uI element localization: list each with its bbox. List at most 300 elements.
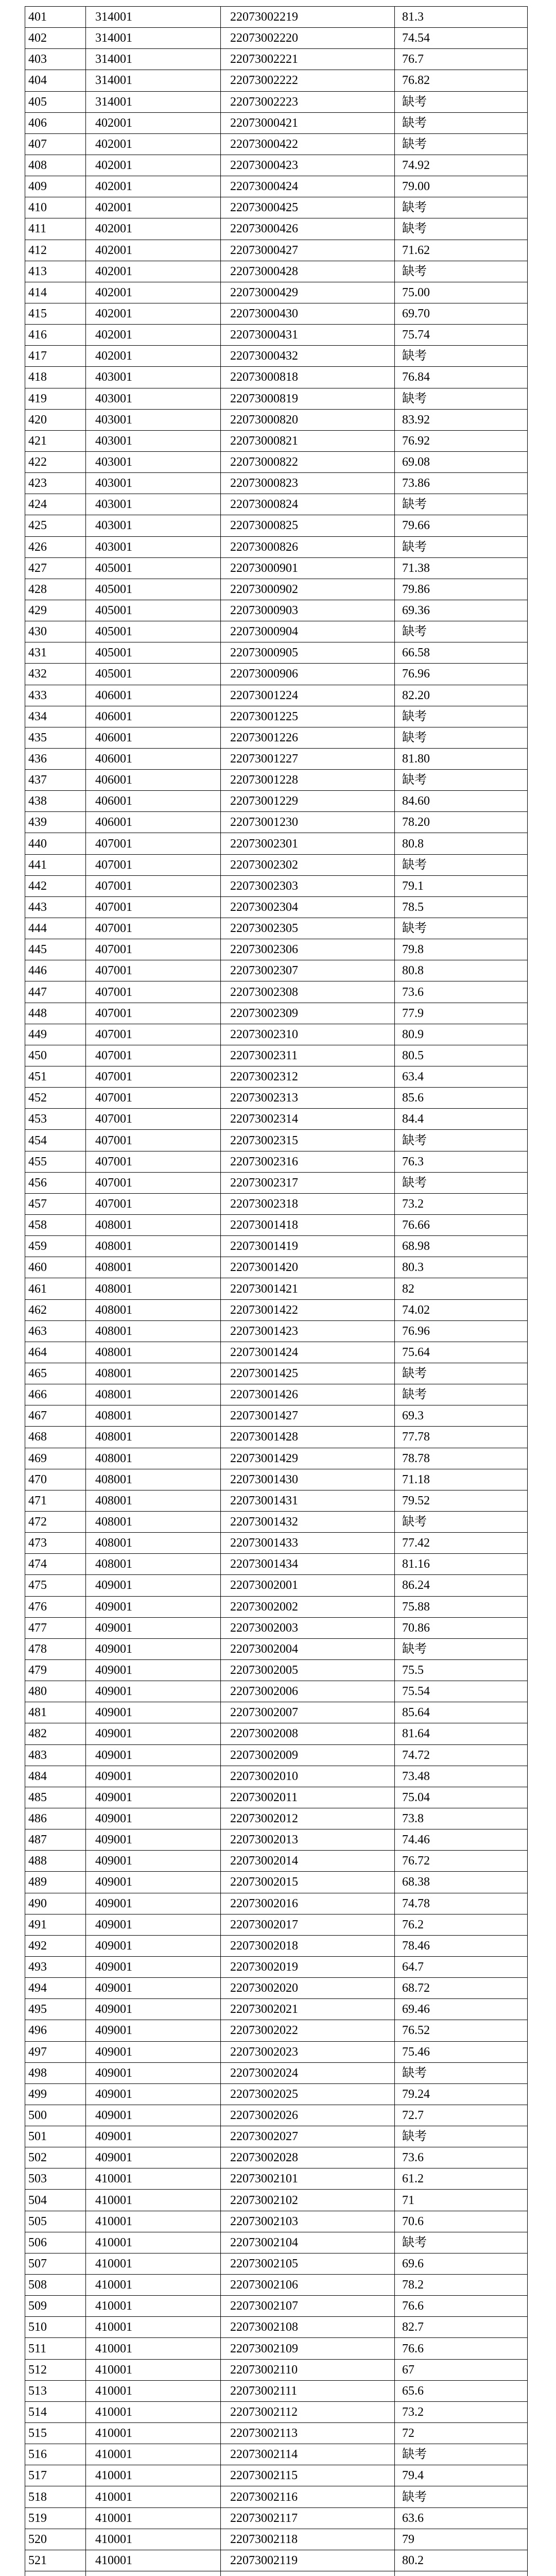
- exam-number-cell: 22073001427: [221, 1405, 395, 1427]
- position-code-cell: 410001: [86, 2444, 221, 2465]
- row-number-cell: 506: [25, 2232, 86, 2253]
- exam-number-cell: 22073002027: [221, 2126, 395, 2147]
- row-number-cell: 464: [25, 1342, 86, 1363]
- score-cell: 69.08: [395, 451, 528, 472]
- position-code-cell: 409001: [86, 1638, 221, 1659]
- table-row: [25, 2529, 528, 2550]
- row-number-cell: 487: [25, 1829, 86, 1851]
- position-code-cell: 403001: [86, 451, 221, 472]
- position-code-cell: 402001: [86, 133, 221, 155]
- position-code-cell: 409001: [86, 1893, 221, 1914]
- row-number-cell: 407: [25, 133, 86, 155]
- position-code-cell: 405001: [86, 557, 221, 579]
- position-code-cell: 409001: [86, 2083, 221, 2105]
- table-row: [25, 1575, 528, 1596]
- row-number-cell: 404: [25, 70, 86, 91]
- score-cell: 缺考: [395, 1511, 528, 1532]
- row-number-cell: 444: [25, 918, 86, 939]
- score-cell: 74.72: [395, 1744, 528, 1766]
- table-row: [25, 2359, 528, 2380]
- row-number-cell: 516: [25, 2444, 86, 2465]
- exam-number-cell: 22073002302: [221, 854, 395, 875]
- score-cell: 73.48: [395, 1766, 528, 1787]
- position-code-cell: 405001: [86, 621, 221, 642]
- score-cell: 73.86: [395, 473, 528, 494]
- position-code-cell: 409001: [86, 1914, 221, 1935]
- table-row: [25, 70, 528, 91]
- exam-number-cell: 22073002012: [221, 1808, 395, 1829]
- row-number-cell: 445: [25, 939, 86, 960]
- table-row: [25, 875, 528, 896]
- exam-number-cell: 22073002306: [221, 939, 395, 960]
- position-code-cell: 408001: [86, 1490, 221, 1511]
- table-row: [25, 282, 528, 303]
- score-cell: 缺考: [395, 346, 528, 367]
- table-row: [25, 1405, 528, 1427]
- score-cell: 缺考: [395, 727, 528, 748]
- table-row: [25, 642, 528, 664]
- exam-number-cell: 22073000426: [221, 218, 395, 240]
- row-number-cell: 419: [25, 388, 86, 409]
- table-row: [25, 367, 528, 388]
- row-number-cell: 428: [25, 579, 86, 600]
- position-code-cell: 409001: [86, 1659, 221, 1681]
- exam-number-cell: 22073000825: [221, 515, 395, 536]
- row-number-cell: 424: [25, 494, 86, 515]
- position-code-cell: 407001: [86, 981, 221, 1003]
- position-code-cell: 408001: [86, 1554, 221, 1575]
- position-code-cell: 407001: [86, 1024, 221, 1045]
- score-cell: 77.9: [395, 1003, 528, 1024]
- position-code-cell: 314001: [86, 49, 221, 70]
- exam-number-cell: 22073001228: [221, 770, 395, 791]
- row-number-cell: 484: [25, 1766, 86, 1787]
- position-code-cell: 409001: [86, 1723, 221, 1744]
- exam-number-cell: 22073000821: [221, 430, 395, 451]
- row-number-cell: 492: [25, 1935, 86, 1956]
- row-number-cell: 515: [25, 2423, 86, 2444]
- position-code-cell: 405001: [86, 664, 221, 685]
- table-row: [25, 1024, 528, 1045]
- score-cell: 75.74: [395, 325, 528, 346]
- score-cell: 84.60: [395, 791, 528, 812]
- exam-number-cell: 22073002108: [221, 2317, 395, 2338]
- score-cell: 80.5: [395, 1045, 528, 1066]
- table-row: [25, 2401, 528, 2422]
- table-row: [25, 939, 528, 960]
- row-number-cell: 510: [25, 2317, 86, 2338]
- score-cell: 79: [395, 2529, 528, 2550]
- table-row: [25, 579, 528, 600]
- score-cell: 84.4: [395, 1109, 528, 1130]
- exam-number-cell: 22073002016: [221, 1893, 395, 1914]
- exam-number-cell: 22073002317: [221, 1172, 395, 1193]
- score-cell: 82: [395, 1278, 528, 1299]
- exam-number-cell: 22073002008: [221, 1723, 395, 1744]
- score-cell: 61.2: [395, 2168, 528, 2190]
- exam-number-cell: 22073001421: [221, 1278, 395, 1299]
- row-number-cell: 456: [25, 1172, 86, 1193]
- position-code-cell: 406001: [86, 770, 221, 791]
- score-cell: 80.3: [395, 1257, 528, 1278]
- score-cell: 71: [395, 2190, 528, 2211]
- exam-number-cell: 22073002119: [221, 2550, 395, 2571]
- table-row: [25, 1744, 528, 1766]
- exam-number-cell: 22073002021: [221, 1999, 395, 2020]
- row-number-cell: 498: [25, 2062, 86, 2083]
- exam-number-cell: 22073002023: [221, 2041, 395, 2062]
- exam-number-cell: 22073000429: [221, 282, 395, 303]
- table-row: [25, 2486, 528, 2507]
- table-row: [25, 600, 528, 621]
- row-number-cell: 422: [25, 451, 86, 472]
- table-row: [25, 112, 528, 133]
- row-number-cell: 480: [25, 1681, 86, 1702]
- row-number-cell: 429: [25, 600, 86, 621]
- row-number-cell: 405: [25, 91, 86, 112]
- exam-number-cell: 22073000432: [221, 346, 395, 367]
- position-code-cell: 314001: [86, 7, 221, 28]
- row-number-cell: 507: [25, 2253, 86, 2274]
- row-number-cell: 509: [25, 2296, 86, 2317]
- score-cell: 76.2: [395, 1914, 528, 1935]
- exam-number-cell: 22073002110: [221, 2359, 395, 2380]
- row-number-cell: 514: [25, 2401, 86, 2422]
- score-cell: 75.46: [395, 2041, 528, 2062]
- position-code-cell: 409001: [86, 1851, 221, 1872]
- row-number-cell: 441: [25, 854, 86, 875]
- position-code-cell: 408001: [86, 1215, 221, 1236]
- position-code-cell: 407001: [86, 939, 221, 960]
- exam-number-cell: 22073001426: [221, 1384, 395, 1405]
- table-row: [25, 1151, 528, 1172]
- score-cell: 74.46: [395, 1829, 528, 1851]
- position-code-cell: 402001: [86, 346, 221, 367]
- score-cell: 82.20: [395, 685, 528, 706]
- table-row: [25, 1978, 528, 1999]
- table-row: [25, 664, 528, 685]
- position-code-cell: 405001: [86, 600, 221, 621]
- row-number-cell: 504: [25, 2190, 86, 2211]
- position-code-cell: 406001: [86, 685, 221, 706]
- exam-number-cell: 22073000818: [221, 367, 395, 388]
- position-code-cell: 409001: [86, 2126, 221, 2147]
- row-number-cell: 494: [25, 1978, 86, 1999]
- exam-number-cell: 22073002019: [221, 1956, 395, 1977]
- exam-number-cell: 22073002022: [221, 2020, 395, 2041]
- row-number-cell: 450: [25, 1045, 86, 1066]
- row-number-cell: 511: [25, 2338, 86, 2359]
- row-number-cell: 466: [25, 1384, 86, 1405]
- table-row: [25, 1851, 528, 1872]
- position-code-cell: 410001: [86, 2380, 221, 2401]
- position-code-cell: 410001: [86, 2296, 221, 2317]
- score-cell: 72.7: [395, 2105, 528, 2126]
- table-row: [25, 706, 528, 727]
- exam-number-cell: 22073002309: [221, 1003, 395, 1024]
- table-row: [25, 1638, 528, 1659]
- row-number-cell: 485: [25, 1787, 86, 1808]
- row-number-cell: 443: [25, 896, 86, 918]
- position-code-cell: 410001: [86, 2550, 221, 2571]
- position-code-cell: 409001: [86, 2105, 221, 2126]
- position-code-cell: 407001: [86, 1130, 221, 1151]
- row-number-cell: 416: [25, 325, 86, 346]
- score-cell: 缺考: [395, 770, 528, 791]
- table-row: [25, 2507, 528, 2529]
- score-cell: 72: [395, 2423, 528, 2444]
- row-number-cell: 414: [25, 282, 86, 303]
- score-cell: 缺考: [395, 536, 528, 557]
- position-code-cell: 409001: [86, 2062, 221, 2083]
- score-table-body: [25, 7, 528, 2576]
- score-cell: 缺考: [395, 133, 528, 155]
- position-code-cell: 409001: [86, 1999, 221, 2020]
- exam-number-cell: 22073001420: [221, 1257, 395, 1278]
- score-cell: 75.54: [395, 1681, 528, 1702]
- row-number-cell: 475: [25, 1575, 86, 1596]
- exam-number-cell: 22073001432: [221, 1511, 395, 1532]
- score-cell: 66.58: [395, 642, 528, 664]
- row-number-cell: 468: [25, 1427, 86, 1448]
- score-cell: 78.78: [395, 1448, 528, 1469]
- row-number-cell: 411: [25, 218, 86, 240]
- exam-number-cell: 22073001434: [221, 1554, 395, 1575]
- table-row: [25, 2105, 528, 2126]
- exam-number-cell: 22073001425: [221, 1363, 395, 1384]
- score-cell: 82.7: [395, 2317, 528, 2338]
- score-cell: 79.8: [395, 939, 528, 960]
- score-cell: 79.00: [395, 176, 528, 197]
- table-row: [25, 2126, 528, 2147]
- table-row: [25, 791, 528, 812]
- exam-number-cell: 22073000425: [221, 197, 395, 218]
- score-cell: 缺考: [395, 854, 528, 875]
- exam-number-cell: 22073002221: [221, 49, 395, 70]
- row-number-cell: 508: [25, 2275, 86, 2296]
- table-row: [25, 2444, 528, 2465]
- score-cell: 73.2: [395, 2401, 528, 2422]
- position-code-cell: 402001: [86, 197, 221, 218]
- table-row: [25, 1215, 528, 1236]
- position-code-cell: 410001: [86, 2232, 221, 2253]
- row-number-cell: 519: [25, 2507, 86, 2529]
- table-row: [25, 1893, 528, 1914]
- row-number-cell: 439: [25, 812, 86, 833]
- table-row: [25, 536, 528, 557]
- row-number-cell: 426: [25, 536, 86, 557]
- position-code-cell: 408001: [86, 1469, 221, 1490]
- exam-number-cell: 22073002011: [221, 1787, 395, 1808]
- exam-number-cell: 22073001227: [221, 748, 395, 769]
- row-number-cell: 520: [25, 2529, 86, 2550]
- row-number-cell: 483: [25, 1744, 86, 1766]
- row-number-cell: 431: [25, 642, 86, 664]
- row-number-cell: 459: [25, 1236, 86, 1257]
- position-code-cell: 407001: [86, 960, 221, 981]
- row-number-cell: 495: [25, 1999, 86, 2020]
- table-row: [25, 261, 528, 282]
- exam-number-cell: 22073002109: [221, 2338, 395, 2359]
- exam-number-cell: 22073002005: [221, 1659, 395, 1681]
- table-row: [25, 1935, 528, 1956]
- score-cell: 缺考: [395, 2232, 528, 2253]
- row-number-cell: 440: [25, 833, 86, 854]
- exam-number-cell: 22073001229: [221, 791, 395, 812]
- position-code-cell: 402001: [86, 176, 221, 197]
- position-code-cell: 410001: [86, 2529, 221, 2550]
- score-cell: 缺考: [395, 1638, 528, 1659]
- table-row: [25, 303, 528, 324]
- score-sheet: [25, 6, 527, 2576]
- exam-number-cell: 22073001422: [221, 1299, 395, 1320]
- table-row: [25, 1066, 528, 1088]
- row-number-cell: 478: [25, 1638, 86, 1659]
- position-code-cell: 402001: [86, 218, 221, 240]
- table-row: [25, 1956, 528, 1977]
- table-row: [25, 388, 528, 409]
- exam-number-cell: 22073002106: [221, 2275, 395, 2296]
- exam-number-cell: 22073001430: [221, 1469, 395, 1490]
- score-cell: 75.04: [395, 1787, 528, 1808]
- score-cell: 63.4: [395, 1066, 528, 1088]
- row-number-cell: 465: [25, 1363, 86, 1384]
- position-code-cell: 410001: [86, 2190, 221, 2211]
- score-cell: 缺考: [395, 2126, 528, 2147]
- score-cell: 76.6: [395, 2338, 528, 2359]
- table-row: [25, 1320, 528, 1342]
- row-number-cell: 496: [25, 2020, 86, 2041]
- exam-number-cell: 22073002316: [221, 1151, 395, 1172]
- row-number-cell: 447: [25, 981, 86, 1003]
- score-cell: 缺考: [395, 2062, 528, 2083]
- exam-number-cell: 22073002115: [221, 2465, 395, 2486]
- table-row: [25, 854, 528, 875]
- table-row: [25, 176, 528, 197]
- exam-number-cell: 22073002006: [221, 1681, 395, 1702]
- row-number-cell: 430: [25, 621, 86, 642]
- score-cell: 71.38: [395, 557, 528, 579]
- table-row: [25, 748, 528, 769]
- table-row: [25, 1872, 528, 1893]
- score-cell: 缺考: [395, 706, 528, 727]
- row-number-cell: 471: [25, 1490, 86, 1511]
- row-number-cell: 477: [25, 1617, 86, 1638]
- row-number-cell: 448: [25, 1003, 86, 1024]
- table-row: [25, 1109, 528, 1130]
- row-number-cell: 417: [25, 346, 86, 367]
- position-code-cell: 409001: [86, 1766, 221, 1787]
- position-code-cell: 408001: [86, 1320, 221, 1342]
- row-number-cell: 521: [25, 2550, 86, 2571]
- table-row: [25, 1257, 528, 1278]
- exam-number-cell: 22073002220: [221, 28, 395, 49]
- score-cell: 缺考: [395, 261, 528, 282]
- row-number-cell: 420: [25, 409, 86, 430]
- exam-number-cell: 22073001418: [221, 1215, 395, 1236]
- table-row: [25, 1999, 528, 2020]
- exam-number-cell: 22073000819: [221, 388, 395, 409]
- score-cell: 79.4: [395, 2465, 528, 2486]
- score-cell: 75.88: [395, 1596, 528, 1617]
- score-cell: 81.16: [395, 1554, 528, 1575]
- position-code-cell: 410001: [86, 2486, 221, 2507]
- position-code-cell: 408001: [86, 1427, 221, 1448]
- score-cell: 75.00: [395, 282, 528, 303]
- score-cell: 75.64: [395, 1342, 528, 1363]
- table-row: [25, 155, 528, 176]
- row-number-cell: 479: [25, 1659, 86, 1681]
- table-row: [25, 49, 528, 70]
- table-row: [25, 409, 528, 430]
- row-number-cell: 413: [25, 261, 86, 282]
- row-number-cell: 452: [25, 1088, 86, 1109]
- position-code-cell: 408001: [86, 1299, 221, 1320]
- position-code-cell: 314001: [86, 70, 221, 91]
- score-cell: 78.5: [395, 896, 528, 918]
- position-code-cell: 407001: [86, 1045, 221, 1066]
- table-row: [25, 1681, 528, 1702]
- table-row: [25, 2147, 528, 2168]
- score-cell: 81.64: [395, 1723, 528, 1744]
- score-cell: 73.6: [395, 981, 528, 1003]
- row-number-cell: 476: [25, 1596, 86, 1617]
- row-number-cell: 401: [25, 7, 86, 28]
- position-code-cell: 405001: [86, 642, 221, 664]
- position-code-cell: 406001: [86, 812, 221, 833]
- table-row: [25, 218, 528, 240]
- row-number-cell: 467: [25, 1405, 86, 1427]
- score-cell: 76.96: [395, 664, 528, 685]
- table-row: [25, 770, 528, 791]
- row-number-cell: 454: [25, 1130, 86, 1151]
- score-cell: 73.2: [395, 1193, 528, 1214]
- score-cell: 80.8: [395, 960, 528, 981]
- row-number-cell: 472: [25, 1511, 86, 1532]
- row-number-cell: 421: [25, 430, 86, 451]
- exam-number-cell: 22073002007: [221, 1702, 395, 1723]
- score-cell: 69.3: [395, 1405, 528, 1427]
- position-code-cell: 409001: [86, 1596, 221, 1617]
- exam-number-cell: 22073002018: [221, 1935, 395, 1956]
- score-cell: 缺考: [395, 91, 528, 112]
- row-number-cell: 442: [25, 875, 86, 896]
- table-row: [25, 2465, 528, 2486]
- position-code-cell: 407001: [86, 1066, 221, 1088]
- position-code-cell: 408001: [86, 1533, 221, 1554]
- table-row: [25, 133, 528, 155]
- exam-number-cell: 22073002103: [221, 2211, 395, 2232]
- exam-number-cell: 22073001433: [221, 1533, 395, 1554]
- score-cell: 缺考: [395, 918, 528, 939]
- row-number-cell: 491: [25, 1914, 86, 1935]
- row-number-cell: 455: [25, 1151, 86, 1172]
- row-number-cell: 505: [25, 2211, 86, 2232]
- position-code-cell: 403001: [86, 409, 221, 430]
- position-code-cell: 410001: [86, 2211, 221, 2232]
- exam-number-cell: 22073000822: [221, 451, 395, 472]
- exam-number-cell: 22073002223: [221, 91, 395, 112]
- exam-number-cell: 22073002304: [221, 896, 395, 918]
- table-row: [25, 557, 528, 579]
- table-row: [25, 240, 528, 261]
- row-number-cell: [25, 2571, 86, 2576]
- position-code-cell: 407001: [86, 896, 221, 918]
- score-cell: [395, 2571, 528, 2576]
- row-number-cell: 513: [25, 2380, 86, 2401]
- score-cell: 79.66: [395, 515, 528, 536]
- table-row: [25, 1088, 528, 1109]
